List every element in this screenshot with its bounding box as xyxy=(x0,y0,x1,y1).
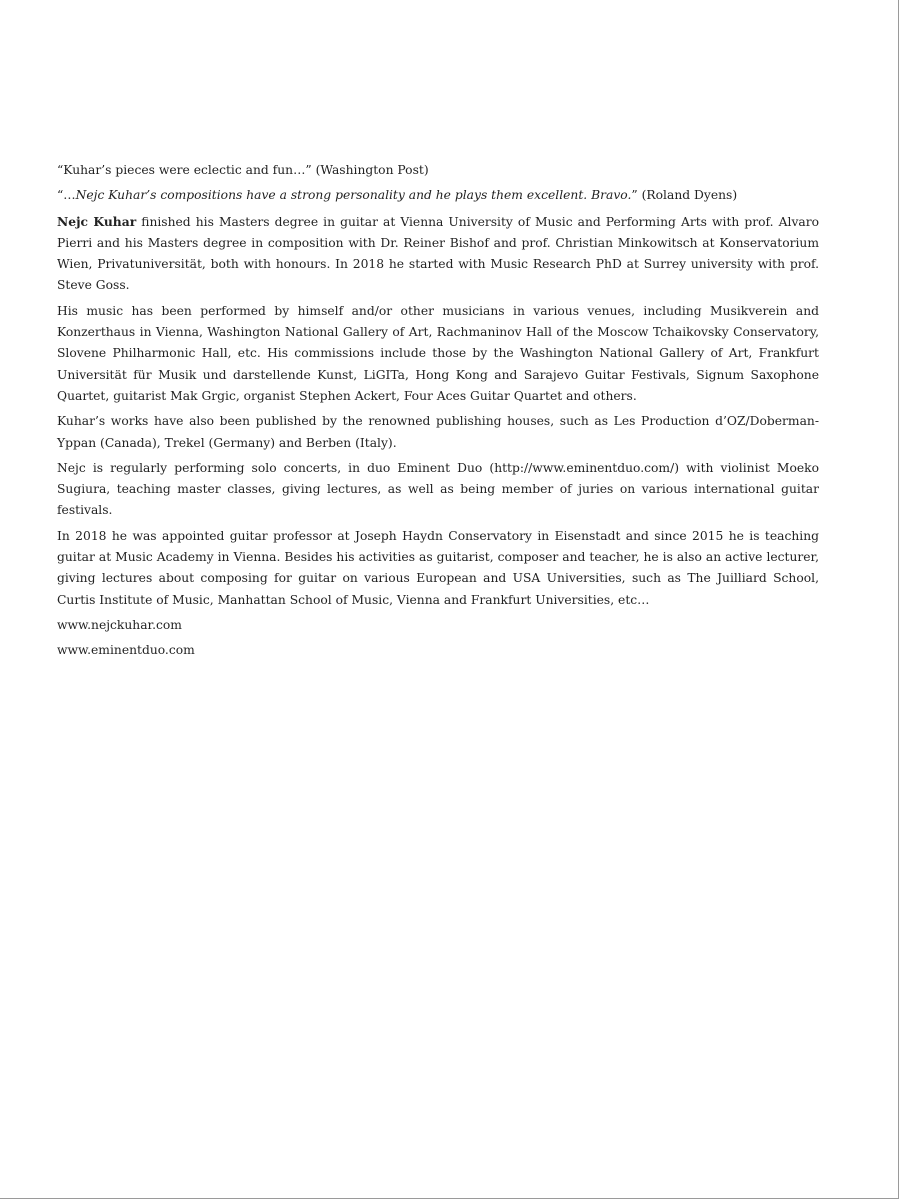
website-link-nejckuhar[interactable]: www.nejckuhar.com xyxy=(57,617,182,632)
quote-washington-post xyxy=(57,160,819,181)
quote-source: (Washington Post) xyxy=(315,163,429,177)
bio-paragraph-education-text: finished his Masters degree in guitar at Vienna University of Music and Performing Arts with prof. Alvaro Pierri and his Masters degree in composition with Dr. Reiner Bishof and prof. Christian Minkowitsch at Konservatorium Wien, Privatuniversität, both with honours. In 2018 he started with Music Research PhD at Surrey university with prof. Steve Goss. xyxy=(57,214,820,293)
artist-name: Nejc Kuhar xyxy=(57,213,137,229)
quote-text: “Kuhar’s pieces were eclectic and fun…” xyxy=(57,163,312,177)
quote-close-mark: ” xyxy=(631,188,638,203)
bio-paragraph-education xyxy=(57,211,819,297)
website-link-eminentduo[interactable]: www.eminentduo.com xyxy=(57,643,195,658)
quote-source: (Roland Dyens) xyxy=(641,188,738,203)
quote-text: Nejc Kuhar’s compositions have a strong personality and he plays them excellent. Bravo. xyxy=(75,188,632,203)
bio-paragraph-teaching: In 2018 he was appointed guitar professor at Joseph Haydn Conservatory in Eisenstadt and since 2015 he is teaching guitar at Music Academy in Vienna. Besides his activities as guitarist, composer and teacher, he is also an active lecturer, giving lectures about composing for guitar on various European and USA Universities, such as The Juilliard School, Curtis Institute of Music, Manhattan School of Music, Vienna and Frankfurt Universities, etc… xyxy=(57,528,819,607)
bio-paragraph-performances: His music has been performed by himself and/or other musicians in various venues, including Musikverein and Konzerthaus in Vienna, Washington National Gallery of Art, Rachmaninov Hall of the Moscow Tchaikovsky Conservatory, Slovene Philharmonic Hall, etc. His commissions include those by the Washington National Gallery of Art, Frankfurt Universität für Musik und darstellende Kunst, LiGITa, Hong Kong and Sarajevo Guitar Festivals, Signum Saxophone Quartet, guitarist Mak Grgic, organist Stephen Ackert, Four Aces Guitar Quartet and others. xyxy=(57,303,819,403)
bio-text-block xyxy=(57,160,819,666)
bio-paragraph-publishers: Kuhar’s works have also been published by the renowned publishing houses, such as Les Production d’OZ/Doberman-Yppan (Canada), Trekel (Germany) and Berben (Italy). xyxy=(57,414,819,450)
bio-paragraph-concerts: Nejc is regularly performing solo concerts, in duo Eminent Duo (http://www.eminentduo.com/) with violinist Moeko Sugiura, teaching master classes, giving lectures, as well as being member of juries on various international guitar festivals. xyxy=(57,460,819,518)
quote-open-mark: “… xyxy=(57,188,76,203)
quote-roland-dyens xyxy=(57,185,819,206)
